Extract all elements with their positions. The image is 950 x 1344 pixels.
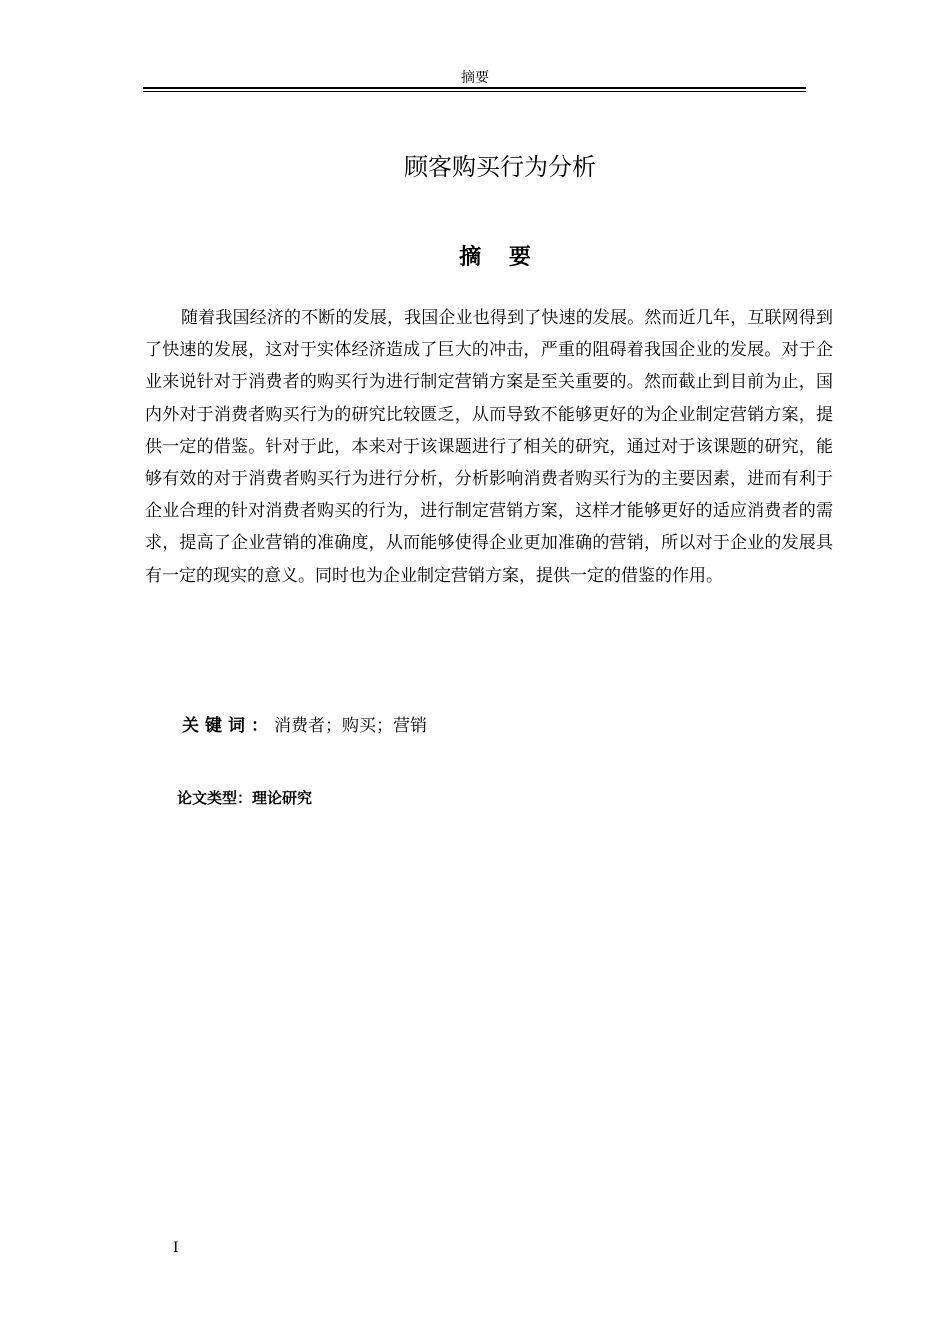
abstract-paragraph: 随着我国经济的不断的发展，我国企业也得到了快速的发展。然而近几年，互联网得到了快速的发展，这对于实体经济造成了巨大的冲击，严重的阻碍着我国企业的发展。对于企业来说针对于消费者的购买行为进行制定营销方案是至关重要的。然而截止到目前为止，国内外对于消费者购买行为的研究比较匮乏，从而导致不能够更好的为企业制定营销方案，提供一定的借鉴。针对于此，本来对于该课题进行了相关的研究，通过对于该课题的研究，能够有效的对于消费者购买行为进行分析，分析影响消费者购买行为的主要因素，进而有利于企业合理的针对消费者购买的行为，进行制定营销方案，这样才能够更好的适应消费者的需求，提高了企业营销的准确度，从而能够使得企业更加准确的营销，所以对于企业的发展具有一定的现实的意义。同时也为企业制定营销方案，提供一定的借鉴的作用。 <box>145 308 833 586</box>
keywords-label: 关键词： <box>182 716 274 736</box>
header-rule-secondary <box>143 91 806 92</box>
paper-type: 论文类型：理论研究 <box>177 789 313 807</box>
running-header: 摘要 <box>461 70 489 86</box>
keywords-value: 消费者；购买；营销 <box>274 716 427 736</box>
keywords-line <box>182 710 427 742</box>
thesis-title: 顾客购买行为分析 <box>404 153 596 182</box>
page-number: I <box>173 1240 179 1256</box>
abstract-heading: 摘 要 <box>459 245 541 271</box>
header-rule <box>143 87 806 89</box>
